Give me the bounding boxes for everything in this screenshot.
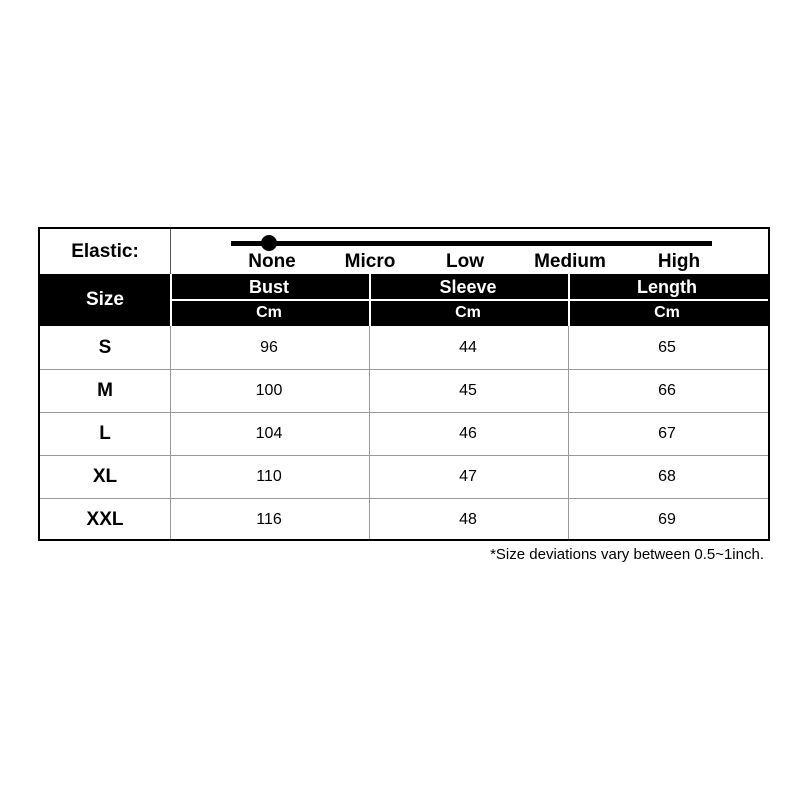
table-row (40, 412, 768, 455)
sleeve-cell: 44 (459, 339, 477, 356)
bust-cell: 96 (260, 339, 278, 356)
elastic-scale-line (231, 241, 712, 246)
table-body (40, 326, 768, 539)
length-column-header: Length (637, 277, 697, 297)
header-column-divider (369, 274, 371, 326)
elastic-row (40, 229, 768, 275)
size-chart (38, 227, 770, 541)
table-row (40, 369, 768, 412)
bust-column-header: Bust (249, 277, 289, 297)
elastic-level-high: High (657, 251, 701, 272)
header-column-divider (568, 274, 570, 326)
bust-cell: 116 (256, 511, 282, 528)
size-cell: XL (92, 466, 118, 487)
size-cell: L (99, 423, 111, 444)
length-cell: 66 (658, 382, 676, 399)
sleeve-column-header: Sleeve (439, 277, 497, 297)
sleeve-cell: 45 (459, 382, 477, 399)
elastic-label: Elastic: (40, 229, 171, 274)
sleeve-cell: 47 (459, 468, 477, 485)
size-cell: XXL (86, 509, 124, 530)
table-row (40, 326, 768, 369)
sleeve-cell: 48 (459, 511, 477, 528)
length-unit-label: Cm (654, 304, 680, 321)
bust-cell: 100 (255, 382, 283, 399)
table-row (40, 455, 768, 498)
bust-cell: 104 (255, 425, 283, 442)
sleeve-unit-label: Cm (455, 304, 481, 321)
length-cell: 69 (658, 511, 676, 528)
table-row (40, 498, 768, 541)
size-column-header: Size (85, 289, 125, 310)
table-header (40, 274, 768, 326)
length-cell: 68 (658, 468, 676, 485)
bust-unit-label: Cm (256, 304, 282, 321)
elastic-level-none: None (248, 251, 296, 272)
size-cell: S (98, 337, 112, 358)
elastic-level-low: Low (446, 251, 484, 272)
elastic-level-medium: Medium (534, 251, 606, 272)
sleeve-cell: 46 (459, 425, 477, 442)
size-deviation-note: *Size deviations vary between 0.5~1inch. (490, 546, 764, 563)
length-cell: 65 (658, 339, 676, 356)
bust-cell: 110 (256, 468, 282, 485)
length-cell: 67 (658, 425, 676, 442)
header-column-divider (170, 274, 172, 326)
size-cell: M (97, 380, 113, 401)
elastic-selected-marker (261, 235, 277, 251)
elastic-level-micro: Micro (344, 251, 396, 272)
